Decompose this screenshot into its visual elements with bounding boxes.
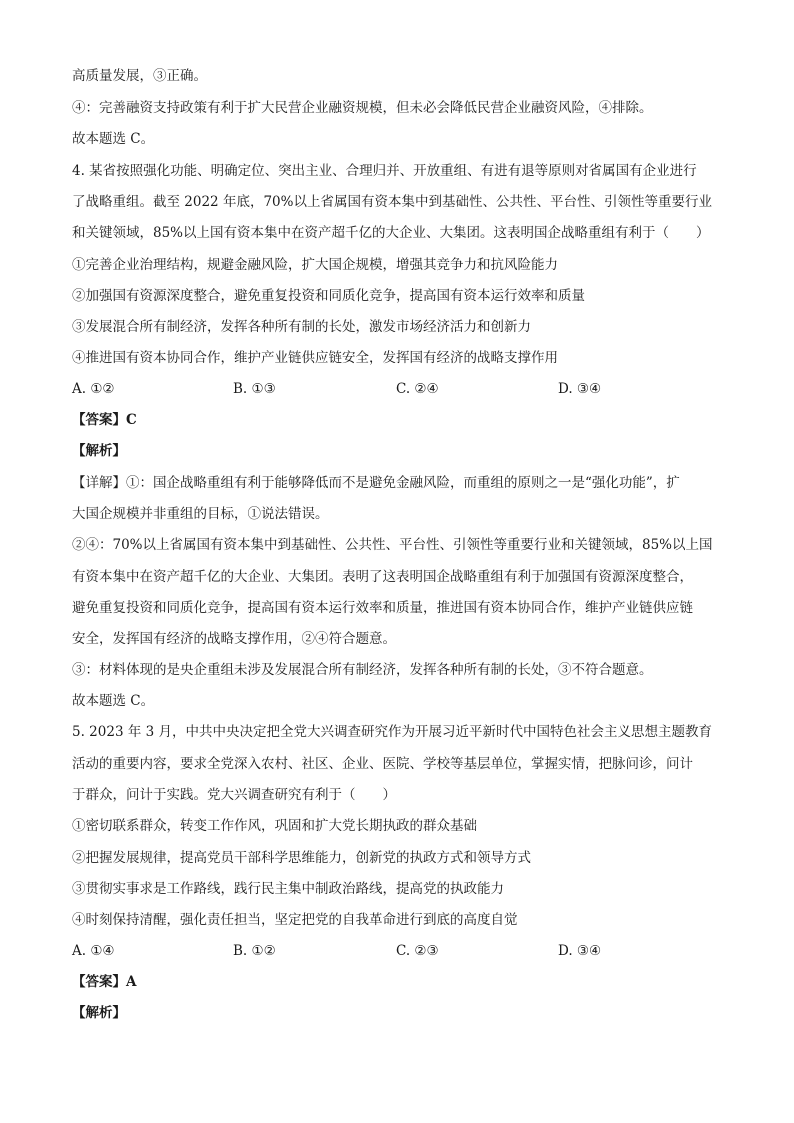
question-5-option-c: C. ②③ (396, 943, 439, 959)
question-5-option-d: D. ③④ (558, 943, 602, 959)
question-4-answer: 【答案】C (72, 412, 137, 428)
question-5-stem: 于群众，问计于实践。党大兴调查研究有利于（ ） (72, 787, 396, 803)
question-5-stem: 活动的重要内容，要求全党深入农村、社区、企业、医院、学校等基层单位，掌握实情，把脉问诊，问计 (72, 756, 693, 772)
question-4-stem: 了战略重组。截至 2022 年底，70%以上省属国有资本集中到基础性、公共性、平台性、引领性等重要行业 (72, 194, 712, 210)
question-4-explanation: ②④：70%以上省属国有资本集中到基础性、公共性、平台性、引领性等重要行业和关键领域，85%以上国 (72, 537, 713, 553)
question-4-option-d: D. ③④ (558, 381, 602, 397)
question-5-answer: 【答案】A (72, 974, 137, 990)
question-4-explanation: 【详解】①：国企战略重组有利于能够降低而不是避免金融风险，而重组的原则之一是“强化功能”，扩 (72, 475, 680, 491)
text-line: 高质量发展，③正确。 (72, 68, 207, 84)
question-5-option-a: A. ①④ (72, 943, 115, 959)
question-4-explanation: 大国企规模并非重组的目标，①说法错误。 (72, 506, 329, 522)
question-5-statement: ②把握发展规律，提高党员干部科学思维能力，创新党的执政方式和领导方式 (72, 850, 531, 866)
question-5-statement: ④时刻保持清醒，强化责任担当，坚定把党的自我革命进行到底的高度自觉 (72, 912, 518, 928)
question-4-explanation: 有资本集中在资产超千亿的大企业、大集团。表明了这表明国企战略重组有利于加强国有资源深度整合， (72, 569, 693, 585)
question-4-option-c: C. ②④ (396, 381, 439, 397)
question-4-statement: ②加强国有资源深度整合，避免重复投资和同质化竞争，提高国有资本运行效率和质量 (72, 288, 585, 304)
question-4-stem: 和关键领域，85%以上国有资本集中在资产超千亿的大企业、大集团。这表明国企战略重组有利于（ ） (72, 225, 710, 241)
question-5-analysis-heading: 【解析】 (72, 1005, 126, 1021)
question-5-stem: 5. 2023 年 3 月，中共中央决定把全党大兴调查研究作为开展习近平新时代中国特色社会主义思想主题教育 (72, 724, 712, 740)
question-4-stem: 4. 某省按照强化功能、明确定位、突出主业、合理归并、开放重组、有进有退等原则对省属国有企业进行 (72, 163, 697, 179)
text-line: ④：完善融资支持政策有利于扩大民营企业融资规模，但未必会降低民营企业融资风险，④排除。 (72, 100, 653, 116)
question-5-option-b: B. ①② (233, 943, 276, 959)
question-5-statement: ③贯彻实事求是工作路线，践行民主集中制政治路线，提高党的执政能力 (72, 881, 504, 897)
question-4-conclusion: 故本题选 C。 (72, 693, 155, 709)
text-line: 故本题选 C。 (72, 131, 155, 147)
question-4-option-b: B. ①③ (233, 381, 276, 397)
question-4-statement: ③发展混合所有制经济，发挥各种所有制的长处，激发市场经济活力和创新力 (72, 319, 531, 335)
question-4-explanation: 避免重复投资和同质化竞争，提高国有资本运行效率和质量，推进国有资本协同合作，维护产业链供应链 (72, 600, 693, 616)
question-4-statement: ①完善企业治理结构，规避金融风险，扩大国企规模，增强其竞争力和抗风险能力 (72, 257, 558, 273)
question-4-explanation: 安全，发挥国有经济的战略支撑作用，②④符合题意。 (72, 631, 396, 647)
question-4-statement: ④推进国有资本协同合作，维护产业链供应链安全，发挥国有经济的战略支撑作用 (72, 350, 558, 366)
question-4-option-a: A. ①② (72, 381, 115, 397)
question-5-statement: ①密切联系群众，转变工作作风，巩固和扩大党长期执政的群众基础 (72, 818, 477, 834)
question-4-explanation: ③：材料体现的是央企重组未涉及发展混合所有制经济，发挥各种所有制的长处，③不符合题意。 (72, 662, 653, 678)
question-4-analysis-heading: 【解析】 (72, 443, 126, 459)
